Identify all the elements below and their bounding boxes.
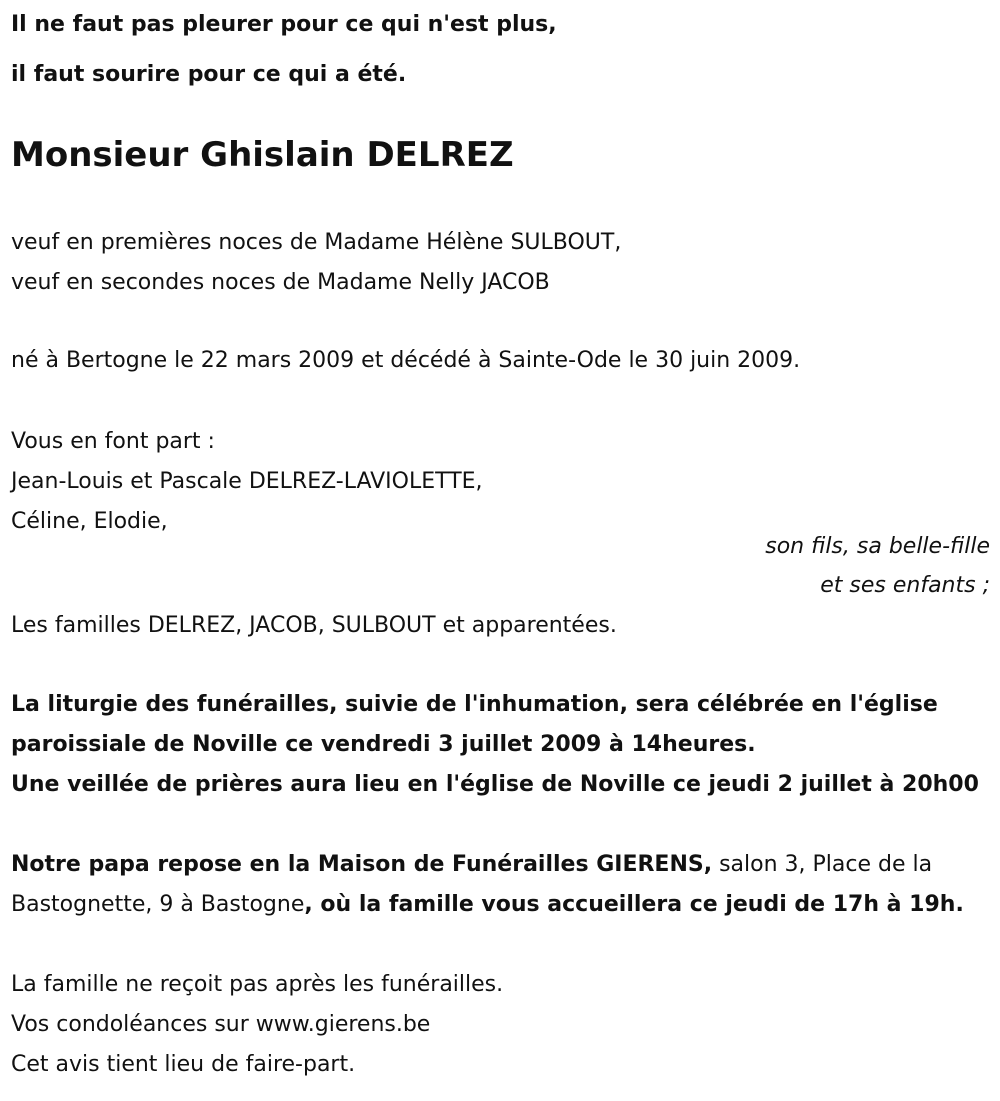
rest-place-address: salon 3, Place de la Bastognette, 9 à Bastogne [11,852,933,917]
family-line-1: Jean-Louis et Pascale DELREZ-LAVIOLETTE, [11,469,483,494]
widow-line-1: veuf en premières noces de Madame Hélène SULBOUT, [11,230,622,255]
other-families: Les familles DELREZ, JACOB, SULBOUT et apparentées. [11,613,617,638]
vigil-text: Une veillée de prières aura lieu en l'église de Noville ce jeudi 2 juillet à 20h00 [11,772,979,797]
deceased-name: Monsieur Ghislain DELREZ [11,135,514,175]
birth-death-dates: né à Bertogne le 22 mars 2009 et décédé à Sainte-Ode le 30 juin 2009. [11,348,801,373]
quote-line-1: Il ne faut pas pleurer pour ce qui n'est plus, [11,12,557,37]
family-line-2: Céline, Elodie, [11,509,168,534]
condolences: Vos condoléances sur www.gierens.be [11,1012,431,1037]
liturgy-text: La liturgie des funérailles, suivie de l'inhumation, sera célébrée en l'église paroissiale de Noville ce vendredi 3 juillet 2009 à 14heures. [11,692,938,757]
rest-place-visiting: , où la famille vous accueillera ce jeudi de 17h à 19h. [304,892,964,917]
no-reception: La famille ne reçoit pas après les funérailles. [11,972,504,997]
widow-line-2: veuf en secondes noces de Madame Nelly JACOB [11,270,550,295]
announcement-intro: Vous en font part : [11,429,215,454]
rest-place-bold: Notre papa repose en la Maison de Funérailles GIERENS, [11,852,713,877]
relation-line-2: et ses enfants ; [820,573,990,598]
relation-line-1: son fils, sa belle-fille [765,534,990,559]
notice-text: Cet avis tient lieu de faire-part. [11,1052,356,1077]
rest-place-text [11,845,991,925]
quote-line-2: il faut sourire pour ce qui a été. [11,62,407,87]
